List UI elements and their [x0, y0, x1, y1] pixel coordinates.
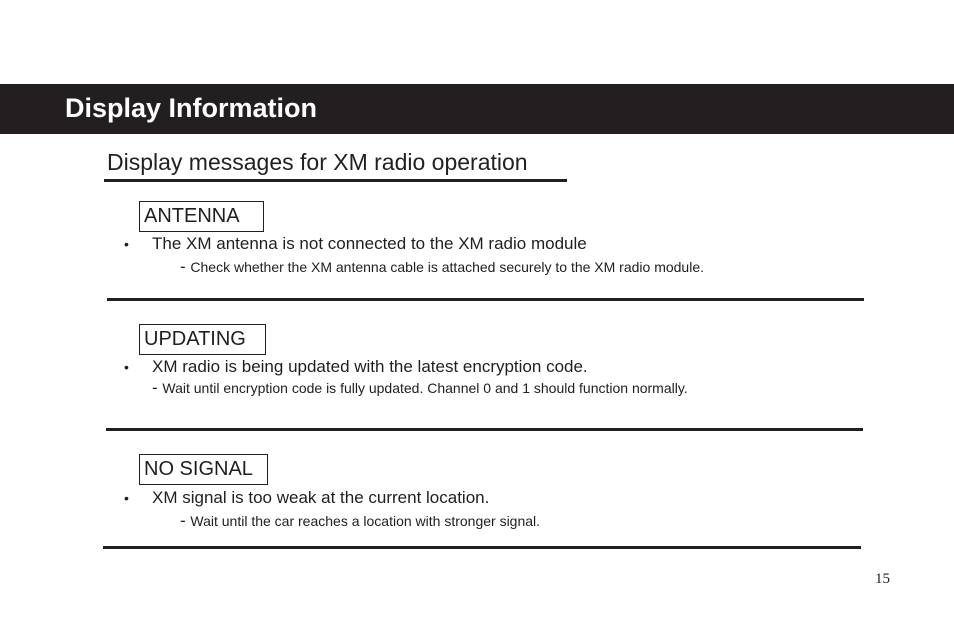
section-divider: [103, 546, 861, 549]
bullet-marker: •: [124, 359, 129, 375]
instruction-text: Wait until encryption code is fully updated. Channel 0 and 1 should function normally.: [162, 380, 688, 396]
instruction-dash: -: [152, 378, 163, 397]
section-title: Display messages for XM radio operation: [107, 149, 528, 175]
page-title: Display Information: [65, 93, 318, 123]
message-instruction-antenna: [180, 258, 704, 276]
instruction-dash: -: [180, 511, 191, 530]
bullet-marker: •: [124, 490, 129, 506]
instruction-text: Wait until the car reaches a location with stronger signal.: [190, 513, 541, 529]
instruction-text: Check whether the XM antenna cable is attached securely to the XM radio module.: [190, 259, 705, 275]
message-instruction-no-signal: [180, 512, 540, 530]
bullet-marker: •: [124, 236, 129, 252]
message-code-antenna: ANTENNA: [139, 201, 264, 232]
instruction-dash: -: [180, 257, 191, 276]
message-description-updating: XM radio is being updated with the latest encryption code.: [152, 357, 588, 376]
section-divider: [106, 428, 863, 431]
message-code-updating: UPDATING: [139, 324, 266, 355]
message-description-antenna: The XM antenna is not connected to the XM radio module: [152, 234, 587, 253]
page-number: 15: [875, 571, 890, 587]
message-code-no-signal: NO SIGNAL: [139, 454, 268, 485]
section-underline: [104, 179, 567, 182]
message-description-no-signal: XM signal is too weak at the current location.: [152, 488, 490, 507]
section-divider: [107, 298, 864, 301]
message-instruction-updating: [152, 379, 688, 397]
